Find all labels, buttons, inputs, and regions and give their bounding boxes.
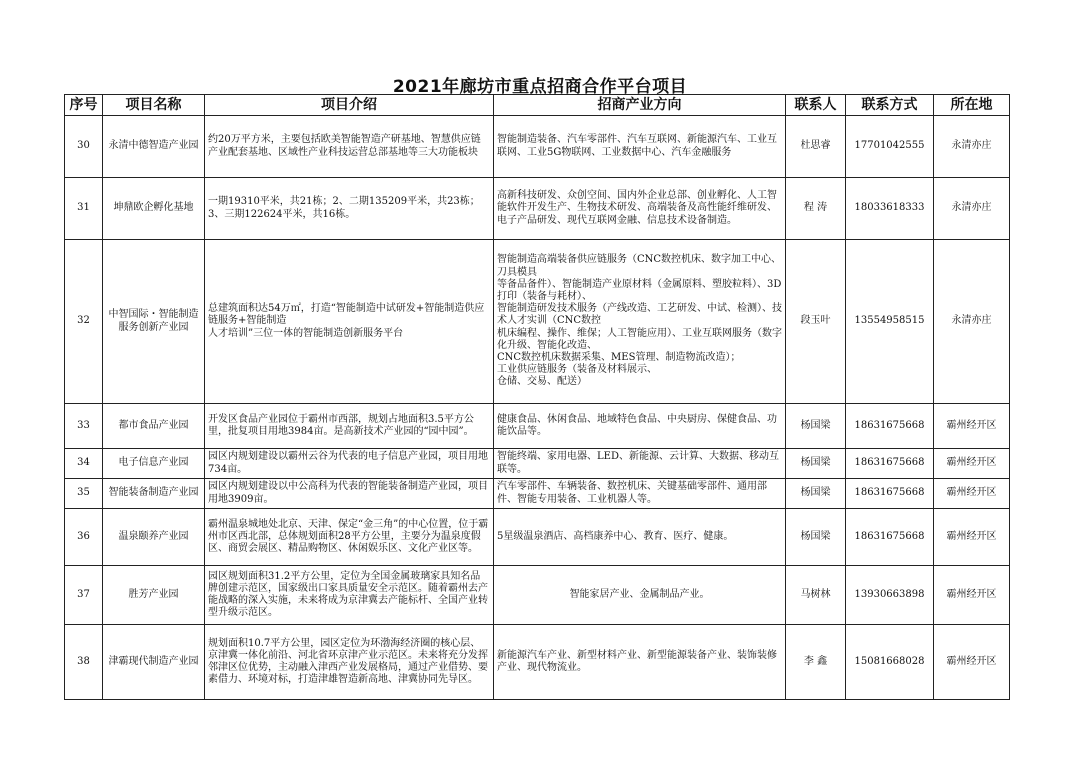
row-contact: 杜思睿 — [786, 116, 846, 178]
table-row — [65, 449, 1010, 479]
row-project-name: 坤鼎欧企孵化基地 — [103, 178, 205, 240]
row-direction: 智能家居产业、金属制品产业。 — [494, 566, 786, 625]
row-project-name: 智能装备制造产业园 — [103, 479, 205, 509]
header-name: 项目名称 — [103, 95, 205, 116]
table-row — [65, 509, 1010, 566]
row-no: 30 — [65, 116, 103, 178]
row-no: 33 — [65, 404, 103, 449]
row-location: 永清亦庄 — [934, 178, 1010, 240]
header-phone: 联系方式 — [846, 95, 934, 116]
row-intro: 约20万平方米，主要包括欧美智能智造产研基地、智慧供应链产业配套基地、区域性产业科技运营总部基地等三大功能板块 — [205, 116, 494, 178]
row-no: 31 — [65, 178, 103, 240]
row-location: 永清亦庄 — [934, 240, 1010, 404]
row-intro: 规划面积10.7平方公里，园区定位为环渤海经济圈的核心层、京津冀一体化前沿、河北省环京津产业示范区。未来将充分发挥邻津区位优势，主动融入津西产业发展格局，通过产业借势、要素借力、环境对标，打造津雄智造新高地、津冀协同先导区。 — [205, 625, 494, 700]
row-intro: 总建筑面积达54万㎡，打造“智能制造中试研发+智能制造供应链服务+智能制造 人才培训”三位一体的智能制造创新服务平台 — [205, 240, 494, 404]
table-row — [65, 404, 1010, 449]
row-project-name: 都市食品产业园 — [103, 404, 205, 449]
table-row — [65, 566, 1010, 625]
row-phone: 17701042555 — [846, 116, 934, 178]
row-project-name: 电子信息产业园 — [103, 449, 205, 479]
row-phone: 18033618333 — [846, 178, 934, 240]
row-phone: 18631675668 — [846, 404, 934, 449]
table-row — [65, 479, 1010, 509]
row-intro: 一期19310平米，共21栋；2、二期135209平米，共23栋；3、三期122624平米，共16栋。 — [205, 178, 494, 240]
row-contact: 杨国梁 — [786, 404, 846, 449]
row-phone: 15081668028 — [846, 625, 934, 700]
row-no: 38 — [65, 625, 103, 700]
table-header-row — [65, 95, 1010, 116]
row-phone: 13554958515 — [846, 240, 934, 404]
header-location: 所在地 — [934, 95, 1010, 116]
row-no: 34 — [65, 449, 103, 479]
row-no: 37 — [65, 566, 103, 625]
row-contact: 杨国梁 — [786, 509, 846, 566]
header-contact: 联系人 — [786, 95, 846, 116]
row-location: 霸州经开区 — [934, 479, 1010, 509]
row-intro: 园区内规划建设以霸州云谷为代表的电子信息产业园，项目用地734亩。 — [205, 449, 494, 479]
row-contact: 程 涛 — [786, 178, 846, 240]
row-project-name: 温泉颐养产业园 — [103, 509, 205, 566]
row-intro: 园区规划面积31.2平方公里，定位为全国金属玻璃家具知名品牌创建示范区，国家级出口家具质量安全示范区。随着霸州去产能战略的深入实施，未来将成为京津冀去产能标杆、全国产业转型升级示范区。 — [205, 566, 494, 625]
table-row — [65, 625, 1010, 700]
row-contact: 杨国梁 — [786, 479, 846, 509]
table-row — [65, 240, 1010, 404]
row-contact: 李 鑫 — [786, 625, 846, 700]
row-location: 永清亦庄 — [934, 116, 1010, 178]
row-direction: 智能制造装备、汽车零部件、汽车互联网、新能源汽车、工业互联网、工业5G物联网、工业数据中心、汽车金融服务 — [494, 116, 786, 178]
row-direction: 健康食品、休闲食品、地域特色食品、中央厨房、保健食品、功能饮品等。 — [494, 404, 786, 449]
row-project-name: 津霸现代制造产业园 — [103, 625, 205, 700]
page-title: 2021年廊坊市重点招商合作平台项目 — [392, 77, 688, 97]
header-intro: 项目介绍 — [205, 95, 494, 116]
projects-table — [64, 94, 1010, 700]
row-contact: 马树林 — [786, 566, 846, 625]
row-location: 霸州经开区 — [934, 404, 1010, 449]
row-phone: 18631675668 — [846, 509, 934, 566]
row-intro: 开发区食品产业园位于霸州市西部，规划占地面积3.5平方公里，批复项目用地3984亩。是高新技术产业园的“园中园”。 — [205, 404, 494, 449]
row-direction: 新能源汽车产业、新型材料产业、新型能源装备产业、装饰装修产业、现代物流业。 — [494, 625, 786, 700]
row-location: 霸州经开区 — [934, 509, 1010, 566]
row-project-name: 中智国际・智能制造服务创新产业园 — [103, 240, 205, 404]
row-no: 32 — [65, 240, 103, 404]
row-no: 36 — [65, 509, 103, 566]
row-intro: 园区内规划建设以中公高科为代表的智能装备制造产业园，项目用地3909亩。 — [205, 479, 494, 509]
row-direction: 智能终端、家用电器、LED、新能源、云计算、大数据、移动互联等。 — [494, 449, 786, 479]
row-direction: 高新科技研发、众创空间、国内外企业总部、创业孵化、人工智能软件开发生产、生物技术研发、高端装备及高性能纤维研发、电子产品研发、现代互联网金融、信息技术设备制造。 — [494, 178, 786, 240]
row-contact: 杨国梁 — [786, 449, 846, 479]
row-phone: 18631675668 — [846, 449, 934, 479]
header-direction: 招商产业方向 — [494, 95, 786, 116]
row-intro: 霸州温泉城地处北京、天津、保定“金三角”的中心位置，位于霸州市区西北部，总体规划面积28平方公里，主要分为温泉度假区、商贸会展区、精品购物区、休闲娱乐区、文化产业区等。 — [205, 509, 494, 566]
row-direction: 5星级温泉酒店、高档康养中心、教育、医疗、健康。 — [494, 509, 786, 566]
row-direction: 智能制造高端装备供应链服务（CNC数控机床、数字加工中心、刀具模具 等备品备件）、智能制造产业原材料（金属原料、塑胶粒料）、3D打印（装备与耗材）、 智能制造研发技术服务（产线改造、工艺研发、中试、检测）、技术人才实训（CNC数控 机床编程、操作、维保；人工智能应用）、工业互联网服务（数字化升级、智能化改造、 CNC数控机床数据采集、MES管理、制造物流改造）； 工业供应链服务（装备及材料展示、 仓储、交易、配送） — [494, 240, 786, 404]
row-location: 霸州经开区 — [934, 625, 1010, 700]
row-phone: 18631675668 — [846, 479, 934, 509]
row-contact: 段玉叶 — [786, 240, 846, 404]
table-row — [65, 178, 1010, 240]
table-row — [65, 116, 1010, 178]
row-phone: 13930663898 — [846, 566, 934, 625]
row-project-name: 胜芳产业园 — [103, 566, 205, 625]
row-location: 霸州经开区 — [934, 449, 1010, 479]
header-no: 序号 — [65, 95, 103, 116]
row-project-name: 永清中德智造产业园 — [103, 116, 205, 178]
row-location: 霸州经开区 — [934, 566, 1010, 625]
row-no: 35 — [65, 479, 103, 509]
row-direction: 汽车零部件、车辆装备、数控机床、关键基础零部件、通用部件、智能专用装备、工业机器人等。 — [494, 479, 786, 509]
